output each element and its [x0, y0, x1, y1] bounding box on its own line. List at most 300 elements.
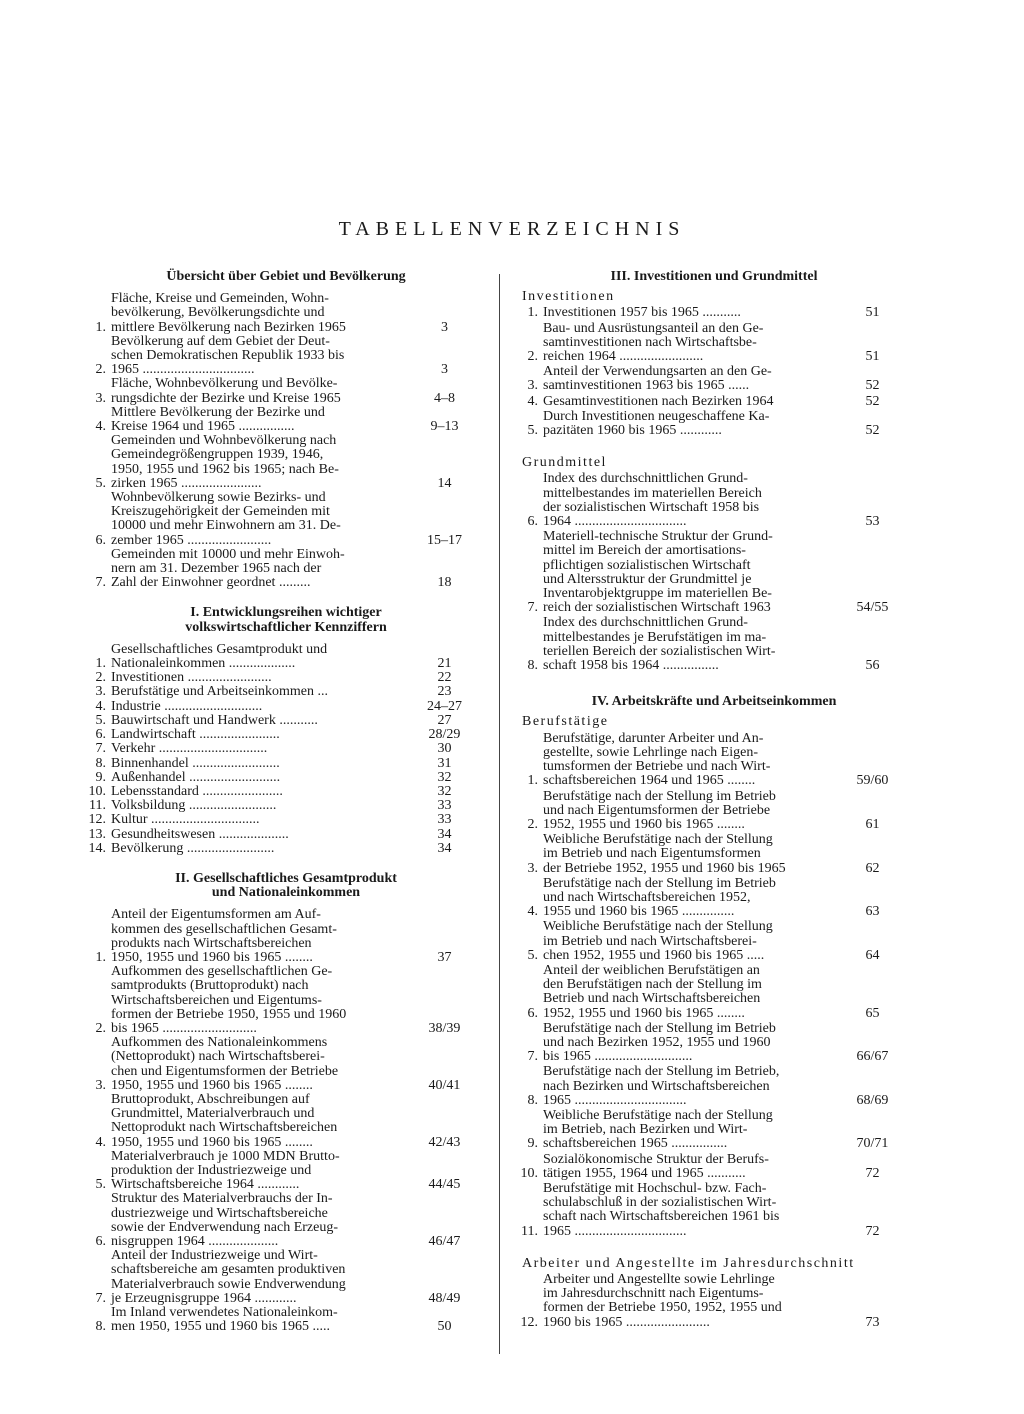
entry-text-line: der Betriebe 1952, 1955 und 1960 bis 1965: [543, 860, 786, 876]
entry-page: 59/60: [856, 773, 889, 789]
entry-text: [111, 1192, 403, 1249]
entry-text-line: Im Inland verwendetes Nationaleinkom-: [111, 1305, 338, 1321]
section-heading-line: Übersicht über Gebiet und Bevölkerung: [166, 269, 406, 284]
entry-text-line: Weibliche Berufstätige nach der Stellung: [543, 832, 773, 848]
entry-page: 23: [437, 684, 452, 700]
entry-text-line: Gesundheitswesen ....................: [111, 826, 289, 842]
entry-text: [111, 1093, 403, 1150]
entry-text: [111, 714, 403, 728]
entry-text-line: Anteil der Verwendungsarten an den Ge-: [543, 364, 772, 380]
section-heading-line: III. Investitionen und Grundmittel: [610, 269, 818, 284]
entry-text-line: bis 1965 ............................: [543, 1049, 693, 1065]
entry-text-line: Kultur ...............................: [111, 812, 260, 828]
entry-page: 38/39: [428, 1020, 461, 1036]
section-heading: [518, 695, 910, 709]
entry-text-line: Kreiszugehörigkeit der Gemeinden mit: [111, 504, 330, 520]
entry-text-line: und nach Eigentumsformen der Betriebe: [543, 802, 771, 818]
entry-text-line: nach Bezirken und Wirtschaftsbereichen: [543, 1078, 770, 1094]
entry-text-line: 1965 ................................: [543, 1223, 687, 1239]
toc-entry: [518, 920, 910, 963]
entry-text-line: 1950, 1955 und 1960 bis 1965 ........: [111, 949, 313, 965]
entry-page: 52: [865, 378, 880, 394]
entry-text: [543, 472, 835, 529]
entry-page: 33: [437, 812, 452, 828]
entry-number: 14.: [88, 840, 106, 856]
entry-number: 3.: [95, 684, 106, 700]
entry-page: 53: [865, 514, 880, 530]
entry-text-line: im Jahresdurchschnitt nach Eigentums-: [543, 1286, 764, 1302]
entry-number: 5.: [95, 712, 106, 728]
entry-text: [543, 964, 835, 1021]
toc-entry: [86, 742, 486, 756]
entry-number: 8.: [95, 1319, 106, 1335]
entry-text: [111, 685, 403, 699]
entry-number: 4.: [95, 419, 106, 435]
entry-text-line: Bauwirtschaft und Handwerk ...........: [111, 712, 318, 728]
entry-text-line: schulabschluß in der sozialistischen Wirt-: [543, 1195, 777, 1211]
entry-text-line: und nach Bezirken 1952, 1955 und 1960: [543, 1034, 771, 1050]
entry-number: 4.: [527, 904, 538, 920]
entry-text-line: 1964 ................................: [543, 514, 687, 530]
entry-page: 24–27: [427, 698, 462, 714]
entry-text: [543, 833, 835, 876]
entry-text-line: mittelbestandes je Berufstätigen im ma-: [543, 629, 767, 645]
entry-text: [111, 799, 403, 813]
entry-text-line: Berufstätige mit Hochschul- bzw. Fach-: [543, 1180, 767, 1196]
toc-entry: [86, 799, 486, 813]
entry-text-line: Nationaleinkommen ...................: [111, 656, 296, 672]
entry-number: 6.: [95, 727, 106, 743]
entry-text: [111, 1249, 403, 1306]
entry-number: 3.: [95, 1077, 106, 1093]
entry-page: 51: [865, 349, 880, 365]
entry-text-line: reichen 1964 ........................: [543, 349, 704, 365]
entry-page: 56: [865, 658, 880, 674]
entry-text: [543, 410, 835, 438]
entry-page: 52: [865, 423, 880, 439]
entry-text: [543, 395, 835, 409]
entry-text-line: Landwirtschaft .......................: [111, 727, 280, 743]
toc-entry: [86, 1306, 486, 1334]
entry-text: [111, 548, 403, 591]
entry-text-line: produkts nach Wirtschaftsbereichen: [111, 935, 312, 951]
entry-text-line: den Berufstätigen nach der Stellung im: [543, 977, 762, 993]
toc-entry: [86, 714, 486, 728]
subgroup-label: Arbeiter und Angestellte im Jahresdurchschnitt: [522, 1255, 855, 1271]
toc-entry: [86, 700, 486, 714]
entry-text-line: mittel im Bereich der amortisations-: [543, 543, 746, 559]
entry-text-line: samtinvestitionen nach Wirtschaftsbe-: [543, 334, 757, 350]
entry-text: [543, 732, 835, 789]
entry-text-line: Fläche, Kreise und Gemeinden, Wohn-: [111, 291, 329, 307]
entry-text-line: im Betrieb und nach Eigentumsformen: [543, 846, 761, 862]
entry-page: 51: [865, 305, 880, 321]
entry-text: [111, 491, 403, 548]
entry-number: 7.: [95, 575, 106, 591]
toc-entry: [518, 322, 910, 365]
entry-text-line: Investitionen 1957 bis 1965 ...........: [543, 305, 741, 321]
toc-entry: [86, 434, 486, 491]
entry-text-line: und Altersstruktur der Grundmittel je: [543, 571, 752, 587]
section-heading-line: II. Gesellschaftliches Gesamtprodukt: [175, 870, 397, 886]
entry-text: [111, 965, 403, 1036]
entry-text-line: Berufstätige nach der Stellung im Betrieb,: [543, 1064, 780, 1080]
toc-entry: [86, 728, 486, 742]
subgroup-label: Investitionen: [522, 289, 615, 305]
entry-page: 66/67: [856, 1049, 889, 1065]
entry-text-line: je Erzeugnisgruppe 1964 ............: [111, 1290, 297, 1306]
entry-text-line: mittlere Bevölkerung nach Bezirken 1965: [111, 319, 346, 335]
entry-number: 1.: [527, 773, 538, 789]
entry-page: 14: [437, 475, 452, 491]
toc-entry: [86, 685, 486, 699]
toc-entry: [86, 828, 486, 842]
entry-page: 64: [865, 947, 880, 963]
entry-number: 3.: [95, 390, 106, 406]
entry-number: 11.: [89, 798, 106, 814]
entry-text-line: Bruttoprodukt, Abschreibungen auf: [111, 1091, 310, 1107]
entry-number: 9.: [527, 1136, 538, 1152]
toc-entry: [86, 1249, 486, 1306]
entry-text: [543, 322, 835, 365]
entry-text: [111, 771, 403, 785]
entry-text-line: Bau- und Ausrüstungsanteil an den Ge-: [543, 320, 764, 336]
toc-entry: [518, 616, 910, 673]
toc-entry: [518, 790, 910, 833]
entry-text-line: Zahl der Einwohner geordnet .........: [111, 575, 311, 591]
section-heading-line: IV. Arbeitskräfte und Arbeitseinkommen: [591, 694, 837, 710]
entry-text: [111, 842, 403, 856]
entry-text-line: Materialverbrauch je 1000 MDN Brutto-: [111, 1148, 340, 1164]
toc-entry: [518, 1065, 910, 1108]
entry-text: [111, 700, 403, 714]
entry-number: 8.: [527, 658, 538, 674]
entry-text-line: Struktur des Materialverbrauchs der In-: [111, 1191, 333, 1207]
entry-number: 3.: [527, 860, 538, 876]
entry-page: 70/71: [856, 1136, 889, 1152]
entry-number: 10.: [520, 1165, 538, 1181]
entry-number: 5.: [95, 1177, 106, 1193]
entry-text-line: im Betrieb und nach Wirtschaftsberei-: [543, 933, 757, 949]
entry-page: 37: [437, 949, 452, 965]
toc-entry: [86, 548, 486, 591]
entry-number: 11.: [521, 1223, 538, 1239]
entry-text-line: Index des durchschnittlichen Grund-: [543, 615, 748, 631]
entry-text-line: schaftsbereiche am gesamten produktiven: [111, 1262, 346, 1278]
toc-entry: [518, 964, 910, 1021]
entry-text-line: bevölkerung, Bevölkerungsdichte und: [111, 305, 325, 321]
entry-text-line: und nach Wirtschaftsbereichen 1952,: [543, 889, 751, 905]
toc-entry: [86, 1036, 486, 1093]
entry-text-line: Anteil der Industriezweige und Wirt-: [111, 1248, 318, 1264]
section-heading: [518, 270, 910, 284]
entry-page: 48/49: [428, 1290, 461, 1306]
entry-text-line: schaft 1958 bis 1964 ................: [543, 658, 719, 674]
entry-number: 10.: [88, 783, 106, 799]
entry-text-line: Gesamtinvestitionen nach Bezirken 1964: [543, 393, 774, 409]
entry-page: 68/69: [856, 1092, 889, 1108]
entry-page: 3: [441, 362, 448, 378]
entry-number: 2.: [527, 816, 538, 832]
entry-page: 63: [865, 904, 880, 920]
entry-text-line: Anteil der Eigentumsformen am Auf-: [111, 907, 321, 923]
subgroup-label: Grundmittel: [522, 455, 607, 471]
entry-number: 7.: [95, 1290, 106, 1306]
entry-text-line: 10000 und mehr Einwohnern am 31. De-: [111, 518, 341, 534]
entry-text: [111, 377, 403, 405]
entry-text-line: Fläche, Wohnbevölkerung und Bevölke-: [111, 376, 338, 392]
entry-text-line: Bevölkerung .........................: [111, 840, 275, 856]
entry-page: 73: [865, 1314, 880, 1330]
toc-entry: [518, 1153, 910, 1181]
entry-text-line: Industrie ............................: [111, 698, 263, 714]
entry-page: 31: [437, 755, 452, 771]
entry-text-line: reich der sozialistischen Wirtschaft 1963: [543, 600, 771, 616]
entry-text-line: Sozialökonomische Struktur der Berufs-: [543, 1151, 769, 1167]
toc-entry: [86, 1150, 486, 1193]
entry-text: [111, 643, 403, 671]
entry-text-line: Gemeindegrößengruppen 1939, 1946,: [111, 447, 324, 463]
entry-number: 3.: [527, 378, 538, 394]
entry-text-line: Berufstätige, darunter Arbeiter und An-: [543, 730, 764, 746]
entry-text-line: sowie der Endverwendung nach Erzeug-: [111, 1219, 339, 1235]
entry-page: 30: [437, 741, 452, 757]
entry-number: 13.: [88, 826, 106, 842]
entry-text: [111, 742, 403, 756]
toc-entry: [86, 1093, 486, 1150]
entry-text: [543, 877, 835, 920]
entry-text-line: Materialverbrauch sowie Endverwendung: [111, 1276, 346, 1292]
entry-text-line: tätigen 1955, 1964 und 1965 ...........: [543, 1165, 746, 1181]
entry-text-line: Volksbildung .........................: [111, 798, 277, 814]
entry-number: 5.: [95, 475, 106, 491]
entry-text-line: schaftsbereichen 1964 und 1965 ........: [543, 773, 756, 789]
entry-page: 28/29: [428, 727, 461, 743]
entry-number: 2.: [95, 670, 106, 686]
entry-text-line: Inventarobjektgruppe im materiellen Be-: [543, 586, 772, 602]
entry-page: 72: [865, 1165, 880, 1181]
entry-text-line: gestellte, sowie Lehrlinge nach Eigen-: [543, 744, 758, 760]
entry-page: 65: [865, 1005, 880, 1021]
entry-page: 4–8: [434, 390, 455, 406]
entry-number: 4.: [95, 698, 106, 714]
entry-number: 5.: [527, 947, 538, 963]
entry-page: 9–13: [430, 419, 459, 435]
entry-text: [111, 1306, 403, 1334]
entry-number: 5.: [527, 423, 538, 439]
entry-text: [543, 1022, 835, 1065]
entry-text-line: Anteil der weiblichen Berufstätigen an: [543, 962, 760, 978]
entry-number: 8.: [527, 1092, 538, 1108]
entry-text: [543, 1109, 835, 1152]
entry-text: [543, 530, 835, 615]
toc-entry: [86, 757, 486, 771]
column-divider: [499, 274, 500, 1354]
entry-text: [111, 1150, 403, 1193]
entry-text-line: 1950, 1955 und 1960 bis 1965 ........: [111, 1134, 313, 1150]
entry-page: 22: [437, 670, 452, 686]
toc-entry: [86, 908, 486, 965]
entry-text: [543, 306, 835, 320]
entry-number: 1.: [95, 949, 106, 965]
entry-text-line: tumsformen der Betriebe und nach Wirt-: [543, 759, 771, 775]
entry-text: [111, 908, 403, 965]
toc-entry: [86, 813, 486, 827]
entry-number: 1.: [95, 319, 106, 335]
entry-text: [543, 790, 835, 833]
entry-text-line: bis 1965 ...........................: [111, 1020, 257, 1036]
entry-page: 62: [865, 860, 880, 876]
entry-text-line: Mittlere Bevölkerung der Bezirke und: [111, 404, 325, 420]
toc-entry: [86, 643, 486, 671]
entry-text-line: Wirtschaftsbereichen und Eigentums-: [111, 992, 322, 1008]
entry-text: [111, 813, 403, 827]
entry-text: [111, 671, 403, 685]
entry-page: 32: [437, 769, 452, 785]
entry-text: [111, 728, 403, 742]
page-title: TABELLENVERZEICHNIS: [338, 218, 686, 240]
entry-number: 12.: [88, 812, 106, 828]
entry-page: 27: [437, 712, 452, 728]
entry-number: 6.: [95, 1234, 106, 1249]
entry-text-line: 1950, 1955 und 1962 bis 1965; nach Be-: [111, 461, 339, 477]
entry-text-line: Berufstätige und Arbeitseinkommen ...: [111, 684, 328, 700]
entry-text-line: Materiell-technische Struktur der Grund-: [543, 529, 773, 545]
entry-text: [111, 1036, 403, 1093]
entry-page: 42/43: [428, 1134, 461, 1150]
entry-text-line: produktion der Industriezweige und: [111, 1162, 312, 1178]
entry-text-line: Aufkommen des gesellschaftlichen Ge-: [111, 964, 333, 980]
entry-number: 7.: [527, 600, 538, 616]
entry-text-line: Arbeiter und Angestellte sowie Lehrlinge: [543, 1272, 775, 1287]
entry-page: 34: [437, 826, 452, 842]
entry-text: [111, 335, 403, 378]
toc-entry: [518, 306, 910, 320]
entry-page: 33: [437, 798, 452, 814]
entry-number: 9.: [95, 769, 106, 785]
toc-entry: [86, 785, 486, 799]
entry-text: [543, 1273, 835, 1330]
entry-number: 7.: [95, 741, 106, 757]
entry-text-line: (Nettoprodukt) nach Wirtschaftsberei-: [111, 1049, 325, 1065]
entry-page: 15–17: [427, 532, 462, 548]
left-column: [86, 270, 486, 1334]
right-column: [518, 270, 910, 1331]
entry-text-line: zember 1965 ........................: [111, 532, 272, 548]
entry-text-line: Gemeinden mit 10000 und mehr Einwoh-: [111, 546, 345, 562]
entry-text-line: schaft nach Wirtschaftsbereichen 1961 bis: [543, 1209, 780, 1225]
toc-entry: [86, 965, 486, 1036]
section-heading: [86, 872, 486, 900]
entry-number: 12.: [520, 1314, 538, 1330]
toc-entry: [518, 365, 910, 393]
entry-text: [543, 1182, 835, 1239]
entry-text-line: samtprodukts (Bruttoprodukt) nach: [111, 978, 309, 994]
toc-entry: [518, 1273, 910, 1330]
entry-text-line: Gemeinden und Wohnbevölkerung nach: [111, 433, 337, 449]
entry-page: 46/47: [428, 1234, 461, 1249]
section-heading-line: und Nationaleinkommen: [211, 885, 361, 901]
toc-entry: [86, 1192, 486, 1249]
entry-page: 32: [437, 783, 452, 799]
entry-text: [543, 365, 835, 393]
entry-text: [111, 785, 403, 799]
entry-text-line: Lebensstandard .......................: [111, 783, 283, 799]
entry-text: [111, 292, 403, 335]
entry-text-line: pflichtigen sozialistischen Wirtschaft: [543, 557, 751, 573]
entry-text: [543, 920, 835, 963]
entry-text-line: Aufkommen des Nationaleinkommens: [111, 1035, 328, 1051]
entry-number: 7.: [527, 1049, 538, 1065]
entry-text-line: samtinvestitionen 1963 bis 1965 ......: [543, 378, 750, 394]
entry-text-line: pazitäten 1960 bis 1965 ............: [543, 423, 722, 439]
entry-number: 6.: [527, 1005, 538, 1021]
entry-number: 8.: [95, 755, 106, 771]
entry-text-line: rungsdichte der Bezirke und Kreise 1965: [111, 390, 341, 406]
entry-text-line: Weibliche Berufstätige nach der Stellung: [543, 1107, 773, 1123]
entry-text-line: 1952, 1955 und 1960 bis 1965 ........: [543, 1005, 745, 1021]
entry-text-line: formen der Betriebe 1950, 1952, 1955 und: [543, 1300, 782, 1316]
entry-text-line: Berufstätige nach der Stellung im Betrieb: [543, 1020, 776, 1036]
entry-page: 34: [437, 840, 452, 856]
entry-text-line: Durch Investitionen neugeschaffene Ka-: [543, 408, 770, 424]
entry-text-line: teriellen Bereich der sozialistischen Wirt-: [543, 643, 776, 659]
entry-page: 40/41: [428, 1077, 461, 1093]
entry-text-line: Index des durchschnittlichen Grund-: [543, 471, 748, 487]
toc-entry: [86, 406, 486, 434]
toc-entry: [86, 671, 486, 685]
entry-text: [543, 1065, 835, 1108]
toc-entry: [518, 833, 910, 876]
entry-text-line: Berufstätige nach der Stellung im Betrieb: [543, 788, 776, 804]
entry-text-line: 1965 ................................: [543, 1092, 687, 1108]
toc-entry: [518, 1109, 910, 1152]
entry-page: 3: [441, 319, 448, 335]
toc-entry: [518, 410, 910, 438]
entry-text: [111, 757, 403, 771]
entry-text-line: chen 1952, 1955 und 1960 bis 1965 .....: [543, 947, 765, 963]
toc-entry: [518, 732, 910, 789]
entry-text-line: Kreise 1964 und 1965 ................: [111, 419, 295, 435]
entry-number: 4.: [95, 1134, 106, 1150]
entry-text-line: Grundmittel, Materialverbrauch und: [111, 1106, 315, 1122]
entry-text-line: Binnenhandel .........................: [111, 755, 280, 771]
entry-text-line: kommen des gesellschaftlichen Gesamt-: [111, 921, 337, 937]
entry-text: [111, 828, 403, 842]
entry-text-line: Außenhandel ..........................: [111, 769, 281, 785]
toc-entry: [518, 1182, 910, 1239]
entry-text-line: mittelbestandes im materiellen Bereich: [543, 485, 762, 501]
entry-text: [543, 1153, 835, 1181]
entry-text-line: Nettoprodukt nach Wirtschaftsbereichen: [111, 1120, 338, 1136]
toc-entry: [518, 530, 910, 615]
entry-text-line: Wirtschaftsbereiche 1964 ............: [111, 1177, 300, 1193]
entry-number: 2.: [95, 1020, 106, 1036]
entry-number: 6.: [95, 532, 106, 548]
toc-entry: [86, 842, 486, 856]
toc-entry: [518, 877, 910, 920]
entry-text: [111, 434, 403, 491]
entry-text-line: Investitionen ........................: [111, 670, 272, 686]
entry-number: 6.: [527, 514, 538, 530]
entry-text-line: Gesellschaftliches Gesamtprodukt und: [111, 641, 328, 657]
toc-entry: [518, 395, 910, 409]
entry-text-line: schaftsbereichen 1965 ................: [543, 1136, 728, 1152]
toc-entry: [86, 491, 486, 548]
toc-entry: [86, 335, 486, 378]
entry-text-line: nern am 31. Dezember 1965 nach der: [111, 561, 322, 577]
section-heading-line: I. Entwicklungsreihen wichtiger: [190, 605, 382, 621]
